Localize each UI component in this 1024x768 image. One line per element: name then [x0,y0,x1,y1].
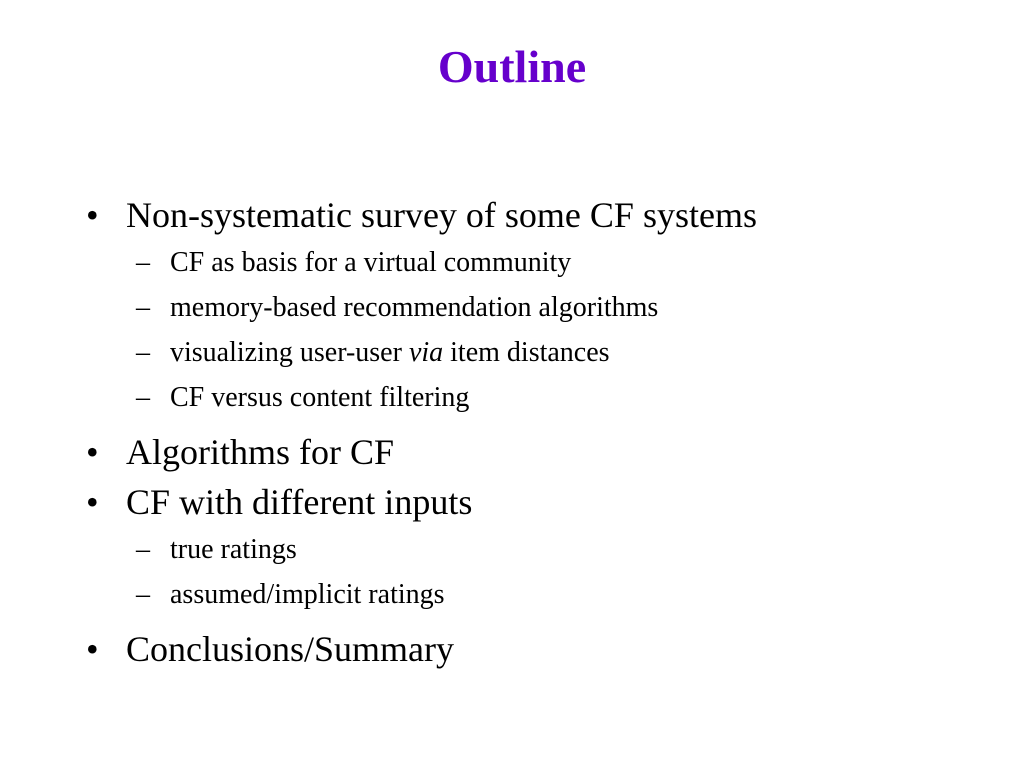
dash-marker: – [136,579,150,610]
bullet-item [86,624,986,674]
sub-item [86,572,986,617]
sub-item [86,527,986,572]
sub-list [86,240,986,420]
bullet-text: Conclusions/Summary [126,629,455,669]
sub-item [86,285,986,330]
emphasis-text: via [408,337,444,368]
dash-marker: – [136,292,150,323]
bullet-marker: • [86,195,99,235]
sub-item-text: memory-based recommendation algorithms [170,292,659,323]
sub-item [86,330,986,375]
bullet-marker: • [86,629,99,669]
bullet-text: Non-systematic survey of some CF systems [126,195,757,235]
sub-item [86,240,986,285]
dash-marker: – [136,382,150,413]
sub-item-text: CF versus content filtering [170,382,470,413]
sub-item [86,375,986,420]
bullet-marker: • [86,482,99,522]
bullet-marker: • [86,432,99,472]
sub-item-text [170,330,610,375]
sub-item-text: CF as basis for a virtual community [170,247,572,278]
outline-list [86,190,986,674]
sub-item-text-before: visualizing user-user [170,337,409,368]
bullet-item [86,427,986,477]
slide-title: Outline [437,41,587,92]
sub-item-text-after: item distances [443,337,610,368]
bullet-item [86,190,986,420]
bullet-text: Algorithms for CF [126,432,395,472]
sub-list [86,527,986,617]
sub-item-text: assumed/implicit ratings [170,579,445,610]
sub-item-text: true ratings [170,534,297,565]
dash-marker: – [136,337,150,368]
bullet-text: CF with different inputs [126,482,473,522]
dash-marker: – [136,534,150,565]
dash-marker: – [136,247,150,278]
bullet-item [86,477,986,617]
